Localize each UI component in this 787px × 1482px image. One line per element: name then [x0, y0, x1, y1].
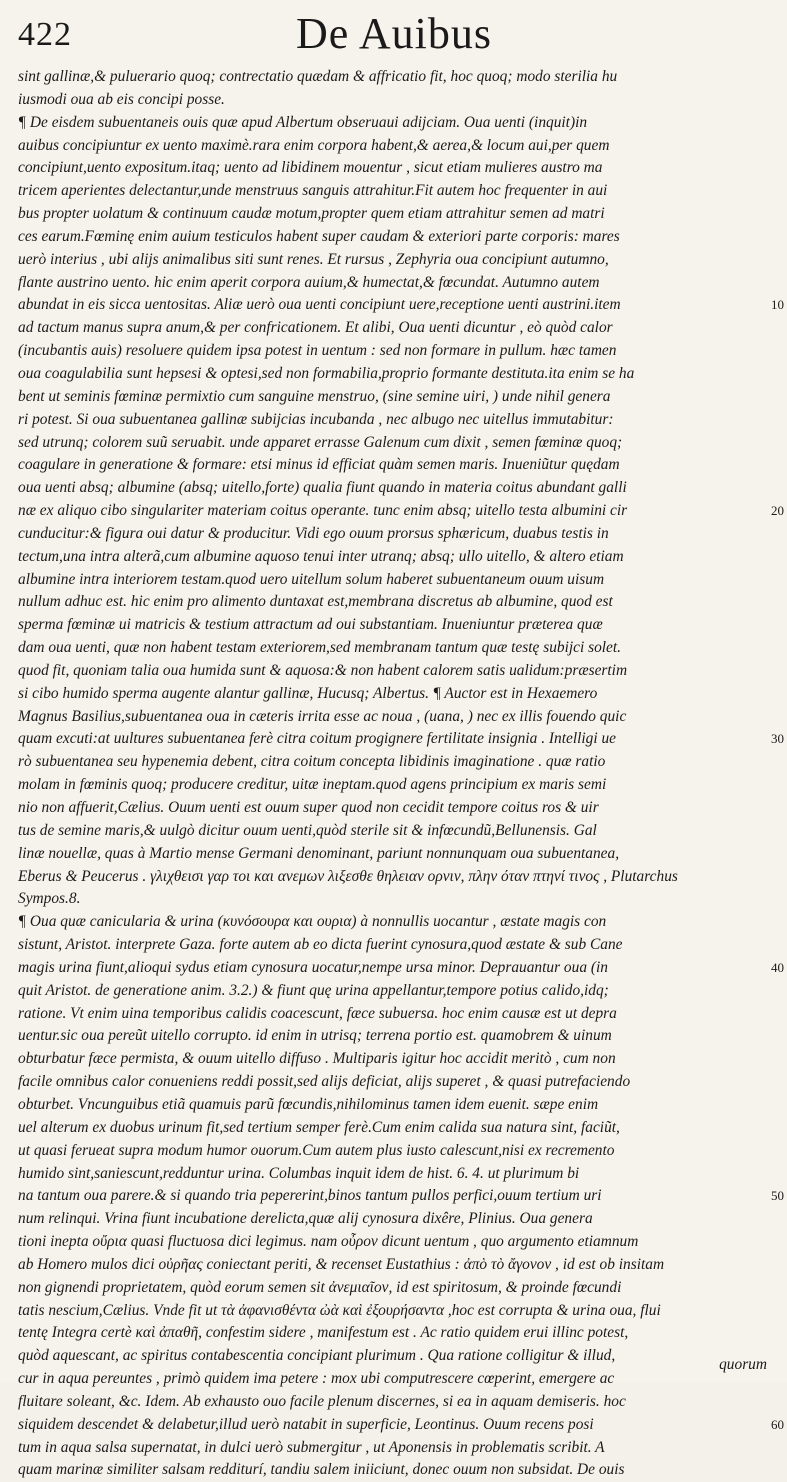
text-line: bent ut seminis fœminæ permixtio cum sanguine menstruo, (sine semine uiri, ) unde nihil genera: [18, 387, 611, 405]
text-line: auibus concipiuntur ex uento maximè.rara enim corpora habent,& aerea,& locum aui,per quem: [18, 136, 610, 154]
text-line: albumine intra interiorem testam.quod uero uitellum solum haberet subuentaneum ouum uisum: [18, 570, 605, 588]
text-line: coagulare in generatione & formare: etsi minus id efficiat quàm semen maris. Inueniũtur quędam: [18, 456, 620, 474]
text-line: obturbatur fæce permista, & ouum uitello diffuso . Multiparis igitur hoc accidit meritò , cum non: [18, 1050, 616, 1068]
text-line: sistunt, Aristot. interprete Gaza. forte autem ab eo dicta fuerint cynosura,quod æstate & sub Cane: [18, 936, 623, 954]
text-line: tioni inepta οὔρια quasi fluctuosa dici legimus. nam οὖρον dicunt uentum , quo argumento etiamnum: [18, 1233, 639, 1251]
catchword: quorum: [719, 1356, 767, 1373]
text-line: non gignendi proprietatem, quòd eorum semen sit ἀνεμιαῖον, id est spiritosum, & proinde fœcundi: [18, 1278, 622, 1296]
text-line: iusmodi oua ab eis concipi posse.: [18, 90, 225, 108]
text-line: ad tactum manus supra anum,& per confricationem. Et alibi, Oua uenti dicuntur , eò quòd calor: [18, 319, 613, 337]
text-line: linæ nouellæ, quas à Martio mense Germani denominant, pariunt nonnunquam oua subuentanea,: [18, 844, 620, 862]
text-line: rò subuentanea seu hypenemia debent, citra coitum concepta libidinis imaginatione . quæ ratio: [18, 753, 606, 771]
margin-line-number: 40: [771, 959, 784, 975]
margin-line-number: 50: [771, 1188, 784, 1204]
text-line: ratione. Vt enim uina temporibus calidis coacescunt, fæce subuersa. hoc enim causæ est ut depra: [18, 1004, 617, 1022]
text-line: cur in aqua pereuntes , primò quidem ima petere : mox ubi computrescere cœperint, emergere ac: [18, 1370, 615, 1388]
text-line: tus de semine maris,& uulgò dicitur ouum uenti,quòd sterile sit & infœcundũ,Bellunensis. Gal: [18, 821, 597, 839]
text-line: bus propter uolatum & continuum caudæ motum,propter quem etiam attrahitur semen ad matri: [18, 205, 605, 223]
margin-line-number: 60: [771, 1416, 784, 1432]
text-line: siquidem descendet & delabetur,illud uerò natabit in superficie, Leontinus. Ouum recens posi 60: [18, 1414, 766, 1437]
text-line: ¶ De eisdem subuentaneis ouis quæ apud Albertum obseruaui adijciam. Oua uenti (inquit)in: [18, 113, 588, 131]
text-line: sperma fœminæ ui matricis & testium attractum ad oui substantiam. Inueniuntur præterea quæ: [18, 616, 603, 634]
margin-line-number: 30: [771, 731, 784, 747]
text-line: quod fit, quoniam talia oua humida sunt & aquosa:& non habent calorem satis ualidum:præsertim: [18, 661, 628, 679]
text-line: ut quasi ferueat supra modum humor ouorum.Cum autem plus iusto calescunt,nisi ex recremento: [18, 1141, 615, 1159]
text-line: quam marinæ similiter salsam redditurí, tandiu salem iniiciunt, donec ouum non subsidat. De ouis: [18, 1461, 625, 1479]
margin-line-number: 10: [771, 297, 784, 313]
text-line: flante austrino uento. hic enim aperit corpora auium,& humectat,& fœcundat. Autumno autem: [18, 273, 600, 291]
text-line: oua uenti absq; albumine (absq; uitello,forte) qualia fiunt quando in materia coitus abundant galli: [18, 479, 627, 497]
text-line: uel alterum ex duobus urinum fit,sed tertium semper ferè.Cum enim calida sua natura sint, faciũt,: [18, 1118, 620, 1136]
text-line: ri potest. Si oua subuentanea gallinæ subijcias incubanda , nec albugo nec uitellus immutabitur:: [18, 410, 614, 428]
margin-line-number: 20: [771, 503, 784, 519]
text-line: si cibo humido sperma augente alantur gallinæ, Hucusq; Albertus. ¶ Auctor est in Hexaemero: [18, 684, 598, 702]
text-line: oua coagulabilia sunt hepsesi & optesi,sed non formabilia,proprio formante destituta.ita enim se ha: [18, 364, 635, 382]
text-line: facile omnibus calor conueniens reddi possit,sed alijs deficiat, alijs superet , & quasi putrefaciendo: [18, 1073, 631, 1091]
text-line: quòd aquescant, ac spiritus contabescentia concipiant plurimum . Qua ratione colligitur & illud,: [18, 1347, 616, 1365]
text-line: Sympos.8.: [18, 890, 81, 908]
text-line: molam in fœminis quoq; producere creditur, uitæ ineptam.quod agens principium ex maris semi: [18, 776, 607, 794]
text-line: tum in aqua salsa supernatat, in dulci uerò submergitur , ut Aponensis in problematis scribit. A: [18, 1438, 605, 1456]
text-line: concipiunt,uento expositum.itaq; uento ad libidinem mouentur , sicut etiam mulieres austro ma: [18, 159, 603, 177]
text-line: cunducitur:& figura oui datur & producitur. Vidi ego ouum prorsus sphæricum, duabus testis in: [18, 524, 609, 542]
text-line: (incubantis auis) resoluere quidem ipsa potest in uentum : sed non formare in pullum. hæc tamen: [18, 342, 617, 360]
text-line: obturbet. Vncunguibus etiã quamuis parũ fœcundis,nihilominus tamen idem euenit. sæpe enim: [18, 1095, 599, 1113]
text-line: uentur.sic oua pereũt uitello corrupto. id enim in utrisq; terrena portio est. quamobrem & uinum: [18, 1027, 612, 1045]
text-line: ab Homero mulos dici οὐρῆας coniectant periti, & recenset Eustathius : ἀπὸ τὸ ἄγονον , id est ob insitam: [18, 1255, 665, 1273]
text-line: magis urina fiunt,alioqui sydus etiam cynosura uocatur,nempe ursa minor. Deprauantur oua (in 40: [18, 957, 766, 980]
text-line: humido sint,saniescunt,redduntur urina. Columbas inquit idem de hist. 6. 4. ut plurimum bi: [18, 1164, 580, 1182]
text-line: tatis nescium,Cælius. Vnde fit ut τὰ ἀφανισθέντα ὠὰ καὶ ἐξουρήσαντα ,hoc est corrupta & urina oua, flui: [18, 1301, 661, 1319]
text-line: tentę Integra certè καὶ ἀπαθῆ, confestim sidere , manifestum est . Ac ratio quidem erui illinc potest,: [18, 1324, 629, 1342]
text-line: num relinqui. Vrina fiunt incubatione derelicta,quæ alij cynosura dixêre, Plinius. Oua genera: [18, 1210, 593, 1228]
page-header: [0, 10, 787, 62]
body-text: [18, 66, 784, 1482]
text-line: uerò interius , ubi alijs animalibus siti sunt renes. Et rursus , Zephyria oua concipiunt autumno,: [18, 250, 609, 268]
text-line: ces earum.Fœminę enim auium testiculos habent super caudam & exteriori parte corporis: mares: [18, 227, 620, 245]
text-line: Eberus & Peucerus . γλιχθεισι γαρ τοι και ανεμων λιξεσθε θηλειαν ορνιν, πλην όταν πτηνί τινος , Plutarchus: [18, 867, 678, 885]
text-line: quam excuti:at uultures subuentanea ferè citra coitum progignere fertilitate insignia . Intelligi ue 30: [18, 728, 766, 751]
text-line: fluitare soleant, &c. Idem. Ab exhausto ouo facile plenum discernes, si ea in aquam demiseris. hoc: [18, 1392, 626, 1410]
page-number: 422: [18, 16, 72, 53]
text-line: na tantum oua parere.& si quando tria pepererint,binos tantum pullos perfici,ouum tertium uri 50: [18, 1185, 766, 1208]
text-line: næ ex aliquo cibo singulariter materiam coitus operante. tunc enim absq; uitello testa albumini cir 20: [18, 500, 766, 523]
text-line: sed utrunq; colorem suũ seruabit. unde apparet errasse Galenum cum dixit , semen fœminæ quoq;: [18, 433, 623, 451]
text-line: tricem aperientes delectantur,unde menstruus sanguis attrahitur.Fit autem hoc frequenter in aui: [18, 182, 608, 200]
text-line: nullum adhuc est. hic enim pro alimento duntaxat est,membrana discretus ab albumine, quod est: [18, 593, 613, 611]
text-line: quit Aristot. de generatione anim. 3.2.) & fiunt quę urina appellantur,tempore potius calido,idq;: [18, 981, 609, 999]
text-line: abundat in eis sicca uentositas. Aliæ uerò oua uenti concipiunt uere,receptione uenti austrini.item 10: [18, 294, 766, 317]
text-line: sint gallinæ,& puluerario quoq; contrectatio quædam & affricatio fit, hoc quoq; modo sterilia hu: [18, 68, 618, 85]
text-line: nio non affuerit,Cælius. Ouum uenti est ouum super quod non cecidit tempore coitus ros & uir: [18, 799, 599, 816]
running-title: De Auibus: [296, 9, 492, 58]
text-line: tectum,una intra alterã,cum albumine aquoso tenui inter utranq; absq; ullo uitello, & altero etiam: [18, 547, 624, 565]
text-line: Magnus Basilius,subuentanea oua in cæteris irrita esse ac noua , (uana, ) nec ex illis fouendo quic: [18, 707, 627, 725]
text-line: dam oua uenti, quæ non habent testam exteriorem,sed membranam tantum quæ testę subijci solet.: [18, 639, 622, 657]
text-line: ¶ Oua quæ canicularia & urina (κυνόσουρα και ουρια) à nonnullis uocantur , æstate magis con: [18, 913, 607, 931]
